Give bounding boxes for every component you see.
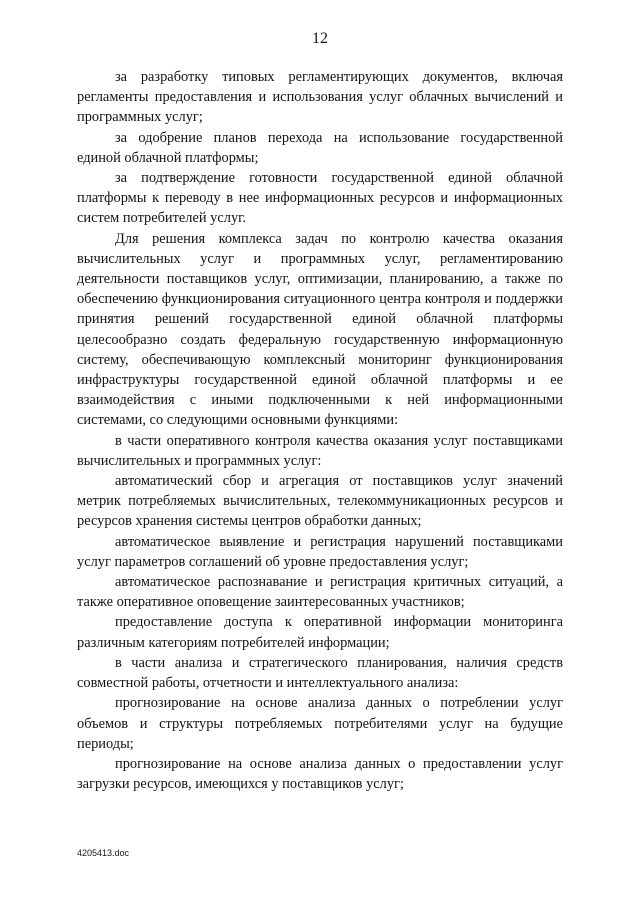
- paragraph: автоматическое распознавание и регистрация критичных ситуаций, а также оперативное оповещение заинтересованных участников;: [77, 574, 563, 611]
- document-body: [77, 67, 563, 794]
- paragraph: предоставление доступа к оперативной информации мониторинга различным категориям потребителей информации;: [77, 614, 563, 651]
- paragraph: в части оперативного контроля качества оказания услуг поставщиками вычислительных и программных услуг:: [77, 432, 563, 469]
- page-number: 12: [312, 30, 328, 47]
- paragraph: за разработку типовых регламентирующих документов, включая регламенты предоставления и использования услуг облачных вычислений и программных услуг;: [77, 69, 563, 126]
- paragraph: автоматическое выявление и регистрация нарушений поставщиками услуг параметров соглашений об уровне предоставления услуг;: [77, 533, 563, 570]
- paragraph: автоматический сбор и агрегация от поставщиков услуг значений метрик потребляемых вычислительных, телекоммуникационных ресурсов и ресурсов хранения системы центров обработки данных;: [77, 473, 563, 530]
- paragraph: за одобрение планов перехода на использование государственной единой облачной платформы;: [77, 129, 563, 166]
- paragraph: прогнозирование на основе анализа данных о потреблении услуг объемов и структуры потребляемых потребителями услуг на будущие периоды;: [77, 695, 563, 752]
- paragraph: прогнозирование на основе анализа данных о предоставлении услуг загрузки ресурсов, имеющихся у поставщиков услуг;: [77, 755, 563, 793]
- document-filename: 4205413.doc: [77, 848, 130, 858]
- paragraph: Для решения комплекса задач по контролю качества оказания вычислительных услуг и программных услуг, регламентированию деятельности поставщиков услуг, оптимизации, планированию, а также по обеспечению функционирования ситуационного центра контроля и поддержки принятия решений государственной единой облачной платформы целесообразно создать федеральную государственную информационную систему, обеспечивающую комплексный мониторинг функционирования инфраструктуры государственной единой облачной платформы и ее взаимодействия с иными подключенными к ней информационными системами, со следующими основными функциями:: [77, 230, 563, 429]
- paragraph: за подтверждение готовности государственной единой облачной платформы к переводу в нее информационных ресурсов и информационных систем потребителей услуг.: [77, 170, 563, 227]
- paragraph: в части анализа и стратегического планирования, наличия средств совместной работы, отчетности и интеллектуального анализа:: [77, 654, 563, 692]
